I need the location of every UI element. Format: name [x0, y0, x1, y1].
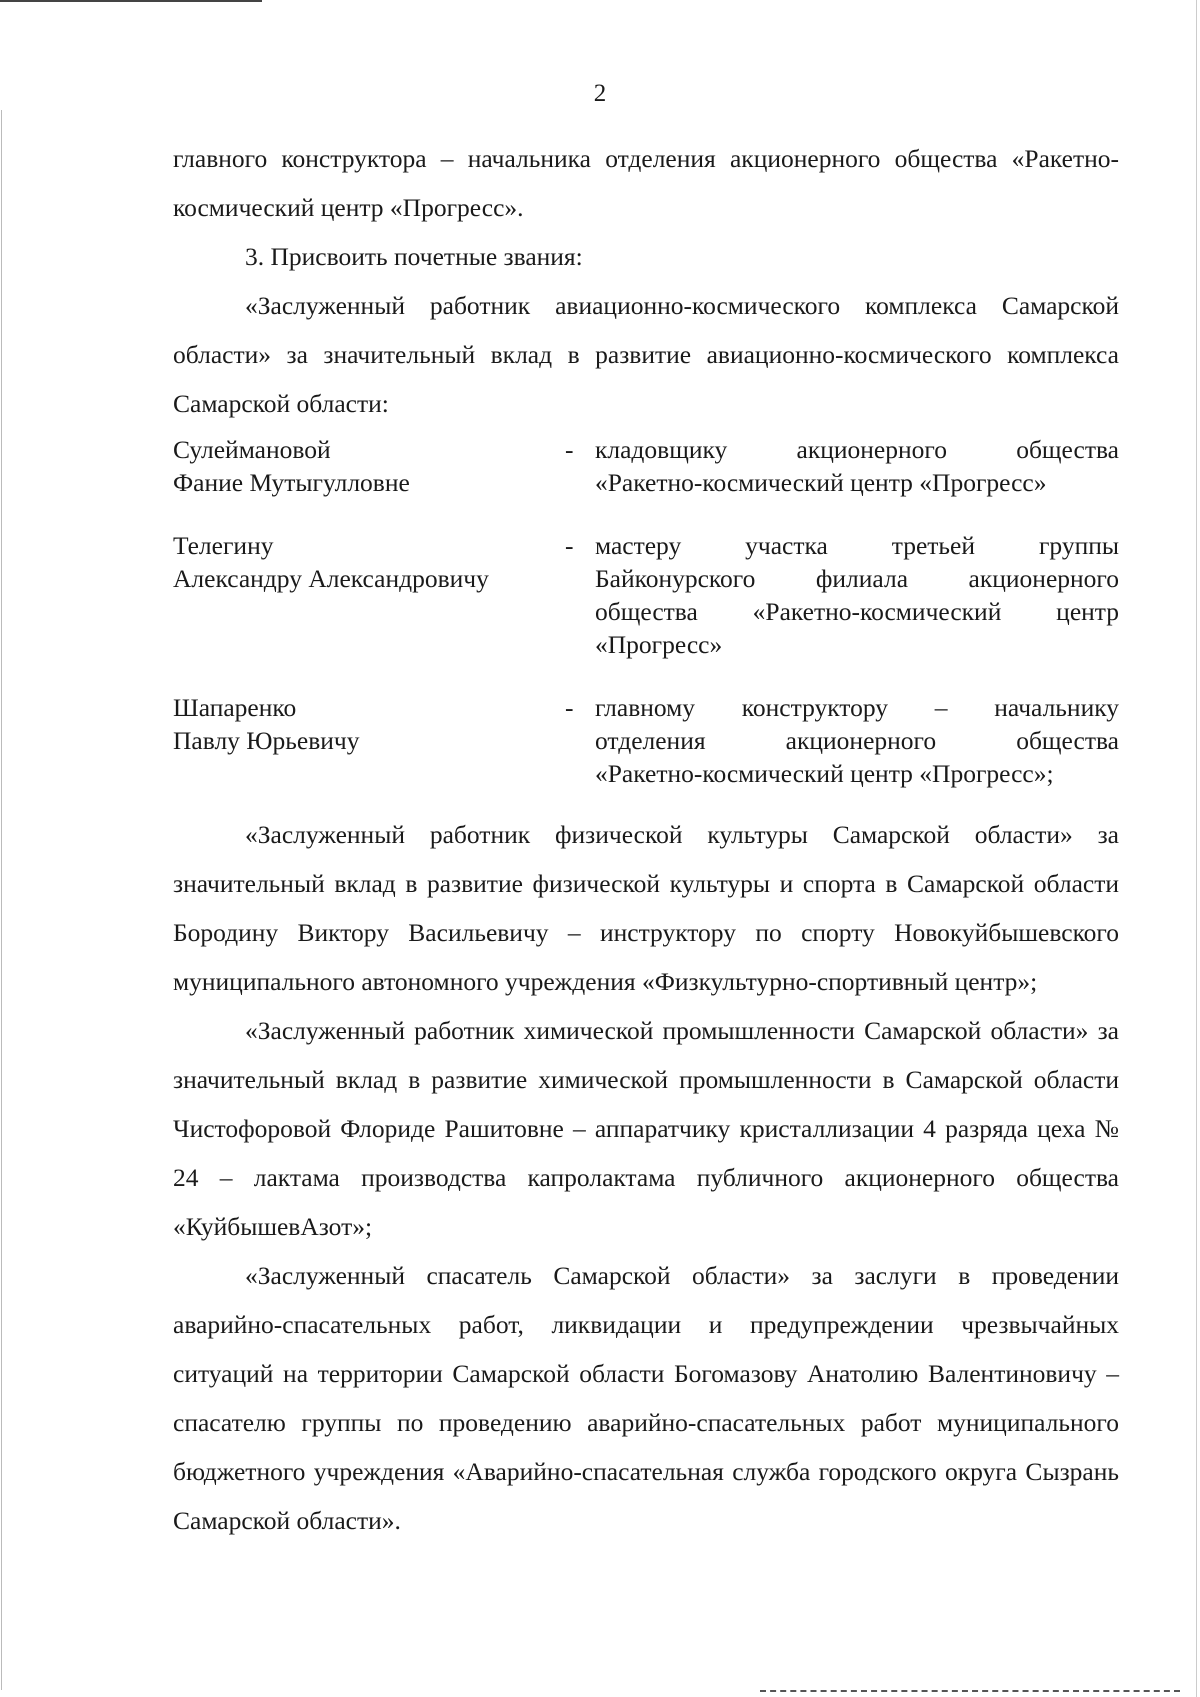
scan-edge-left	[1, 110, 2, 1690]
awardee-given-name: Александру Александровичу	[173, 564, 489, 593]
document-body	[173, 134, 1119, 428]
position-line: «Ракетно-космический центр «Прогресс»;	[595, 759, 1054, 788]
awardee-row	[173, 529, 1119, 661]
scan-edge-right	[1196, 0, 1197, 1697]
position-line: кладовщику акционерного общества	[595, 435, 1119, 464]
scan-edge-top	[0, 0, 262, 2]
page-number: 2	[593, 80, 607, 107]
awardee-list	[173, 433, 1119, 790]
awardee-position	[595, 529, 1119, 661]
award-title-rescue: «Заслуженный спасатель Самарской области» за заслуги в проведении аварийно-спасательных работ, ликвидации и предупреждении чрезвычайных ситуаций на территории Самарской области Богомазову Анатолию Валентиновичу – спасателю группы по проведению аварийно-спасательных работ муниципального бюджетного учреждения «Аварийно-спасательная служба городского округа Сызрань Самарской области».	[173, 1261, 1119, 1535]
awardee-name	[173, 433, 563, 499]
position-line: «Ракетно-космический центр «Прогресс»	[595, 468, 1047, 497]
document-body-continued	[173, 810, 1119, 1545]
awardee-position	[595, 433, 1119, 499]
award-title-aerospace: «Заслуженный работник авиационно-космического комплекса Самарской области» за значительный вклад в развитие авиационно-космического комплекса Самарской области:	[173, 291, 1119, 418]
awardee-name	[173, 529, 563, 595]
position-line: главному конструктору – начальнику	[595, 693, 1119, 722]
scan-edge-bottom	[760, 1690, 1180, 1692]
awardee-given-name: Павлу Юрьевичу	[173, 726, 360, 755]
awardee-position	[595, 691, 1119, 790]
section-3-heading: 3. Присвоить почетные звания:	[245, 242, 583, 271]
award-title-chemical: «Заслуженный работник химической промышленности Самарской области» за значительный вклад в развитие химической промышленности в Самарской области Чистофоровой Флориде Рашитовне – аппаратчику кристаллизации 4 разряда цеха № 24 – лактама производства капролактама публичного акционерного общества «КуйбышевАзот»;	[173, 1016, 1119, 1241]
position-line: Байконурского филиала акционерного	[595, 564, 1119, 593]
position-line: отделения акционерного общества	[595, 726, 1119, 755]
dash: -	[565, 531, 574, 560]
position-line: мастеру участка третьей группы	[595, 531, 1119, 560]
dash: -	[565, 435, 574, 464]
position-line: «Прогресс»	[595, 630, 723, 659]
awardee-given-name: Фание Мутыгулловне	[173, 468, 410, 497]
position-line: общества «Ракетно-космический центр	[595, 597, 1119, 626]
intro-paragraph: главного конструктора – начальника отделения акционерного общества «Ракетно-космический центр «Прогресс».	[173, 144, 1119, 222]
awardee-name	[173, 691, 563, 757]
dash: -	[565, 693, 574, 722]
award-title-sport: «Заслуженный работник физической культуры Самарской области» за значительный вклад в развитие физической культуры и спорта в Самарской области Бородину Виктору Васильевичу – инструктору по спорту Новокуйбышевского муниципального автономного учреждения «Физкультурно-спортивный центр»;	[173, 820, 1119, 996]
awardee-row	[173, 691, 1119, 790]
awardee-row	[173, 433, 1119, 499]
awardee-surname: Шапаренко	[173, 693, 297, 722]
awardee-surname: Телегину	[173, 531, 274, 560]
awardee-surname: Сулеймановой	[173, 435, 331, 464]
